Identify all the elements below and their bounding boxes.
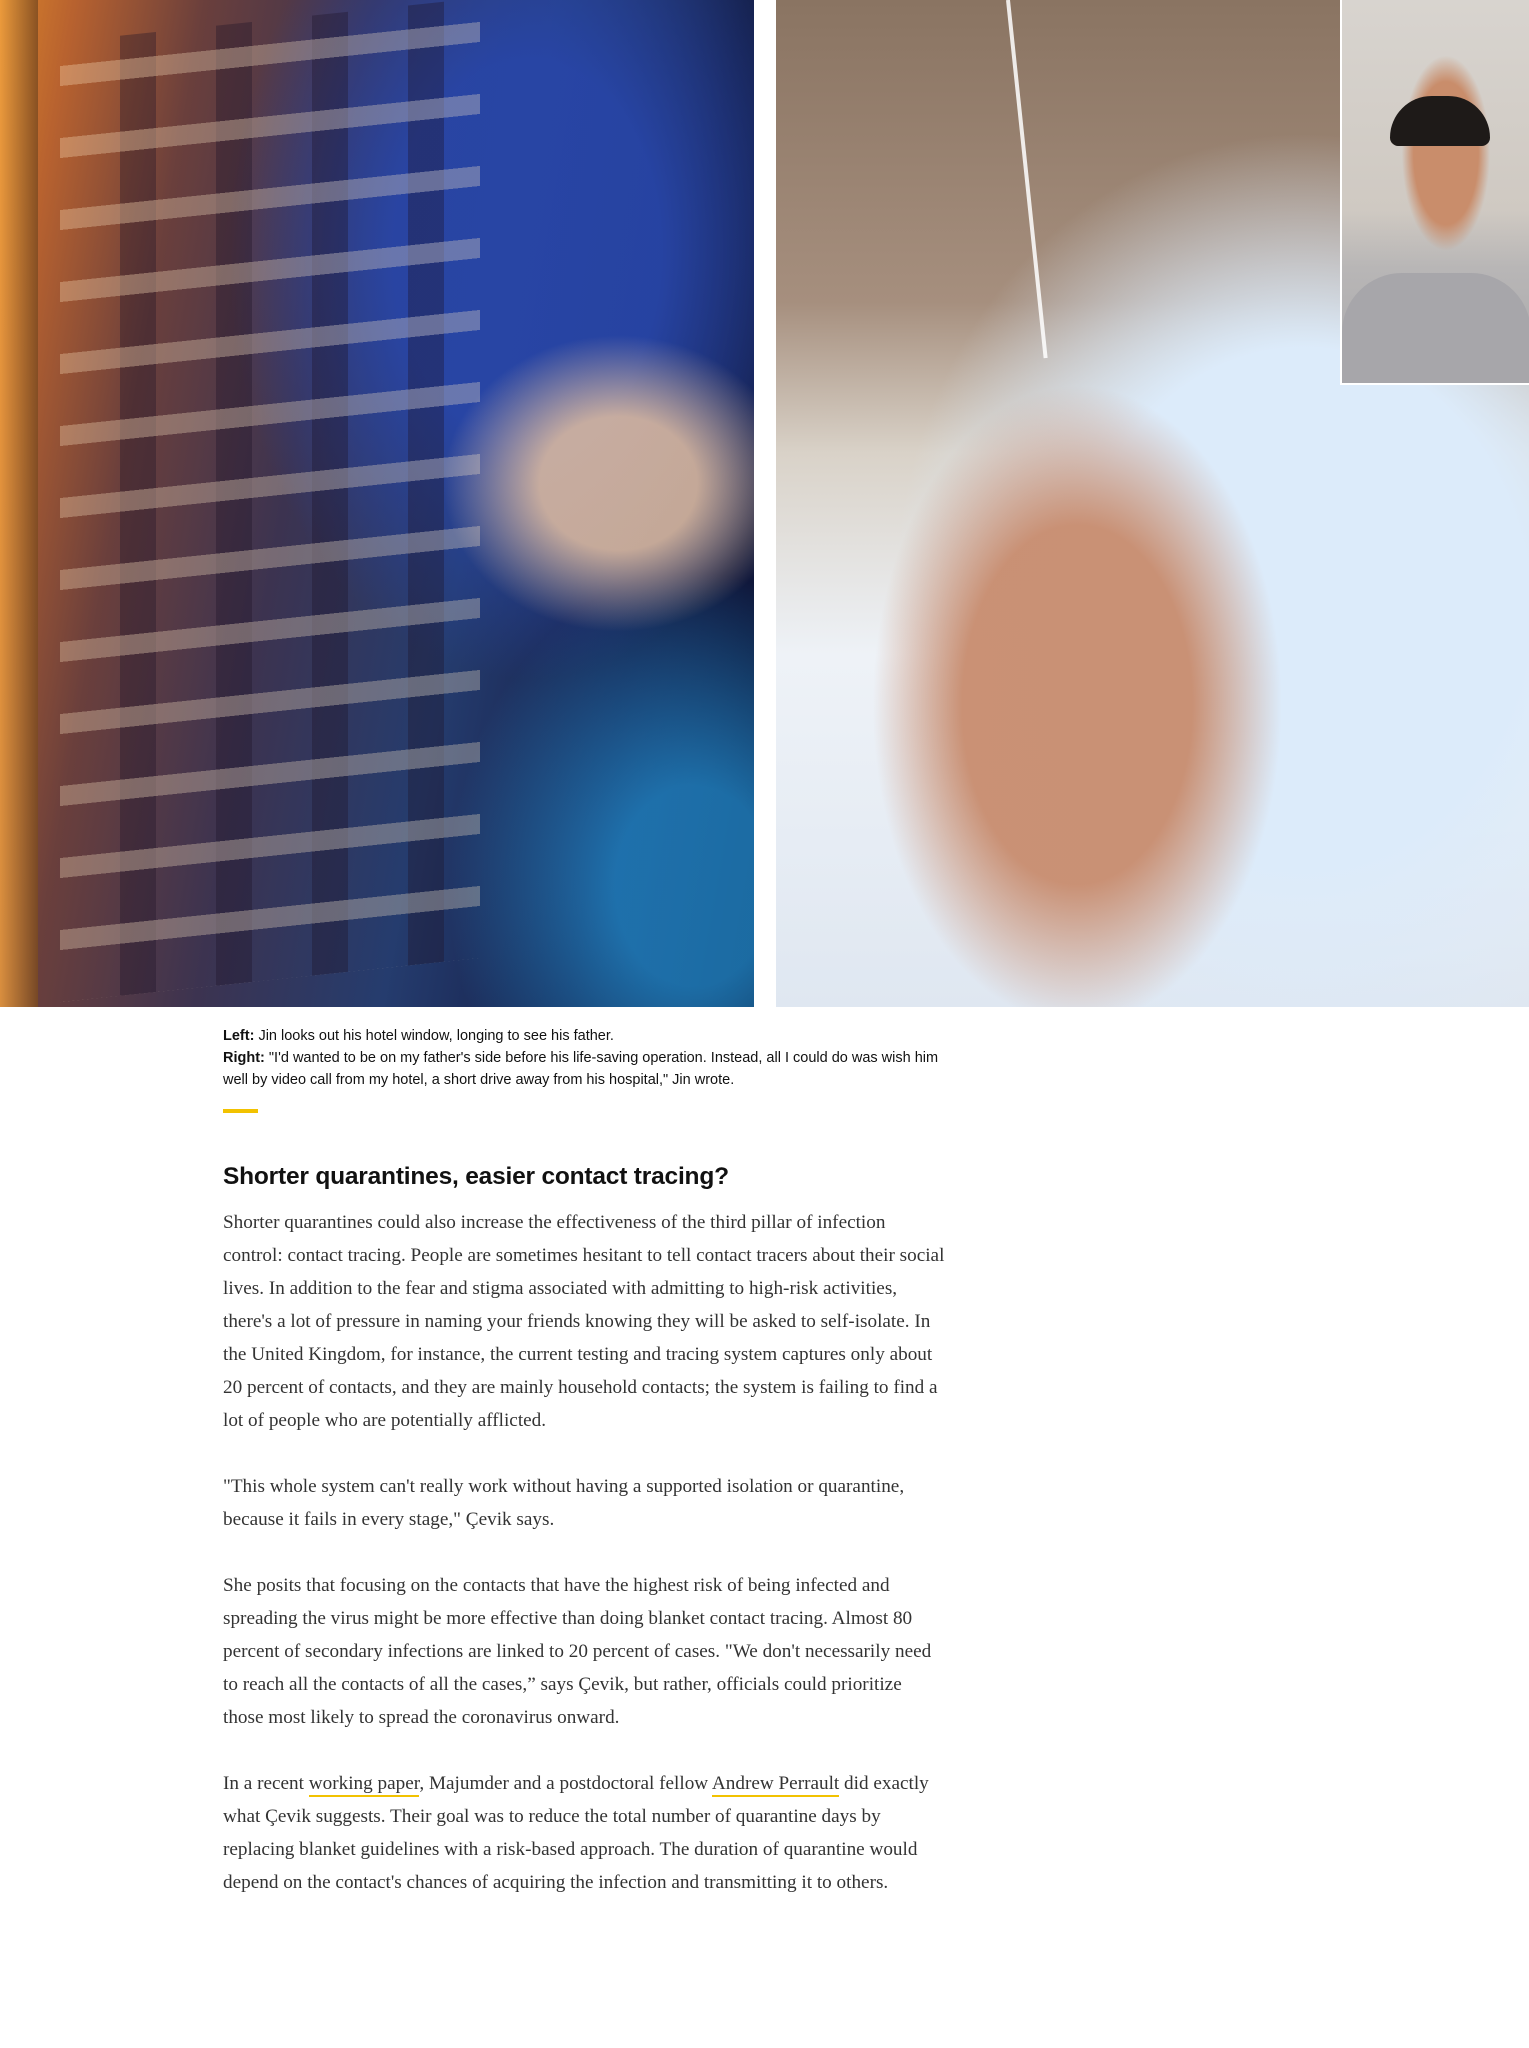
paragraph-4-text-middle: , Majumder and a postdoctoral fellow: [419, 1773, 712, 1794]
caption-right: [223, 1047, 943, 1091]
paragraph-4: [223, 1767, 945, 1899]
building-windows: [60, 0, 480, 1002]
working-paper-link[interactable]: working paper: [309, 1773, 420, 1797]
paragraph-1: Shorter quarantines could also increase the effectiveness of the third pillar of infection control: contact tracing. People are sometimes hesitant to tell contact tracers about their social lives. In addition to the fear and stigma associated with admitting to high-risk activities, there's a lot of pressure in naming your friends knowing they will be asked to self-isolate. In the United Kingdom, for instance, the current testing and tracing system captures only about 20 percent of contacts, and they are mainly household contacts; the system is failing to find a lot of people who are potentially afflicted.: [223, 1212, 945, 1431]
caption-left-text: Jin looks out his hotel window, longing to see his father.: [254, 1028, 614, 1044]
paragraph-4-text-after: did exactly what Çevik suggests. Their goal was to reduce the total number of quarantine days by replacing blanket guidelines with a risk-based approach. The duration of quarantine would depend on the contact's chances of acquiring the infection and transmitting it to others.: [223, 1773, 929, 1893]
caption-left-label: Left:: [223, 1028, 255, 1044]
caption-right-label: Right:: [223, 1050, 265, 1066]
caption-left: [223, 1025, 943, 1047]
hotel-window-photo: [0, 0, 754, 1007]
paragraph-2: "This whole system can't really work without having a supported isolation or quarantine, because it fails in every stage," Çevik says.: [223, 1476, 905, 1530]
paragraph-4-text-before: In a recent: [223, 1773, 309, 1794]
inset-shirt: [1342, 273, 1529, 383]
caption-right-text: "I'd wanted to be on my father's side before his life-saving operation. Instead, all I could do was wish him well by video call from my hotel, a short drive away from his hospital," Jin wrote.: [223, 1050, 939, 1088]
paragraph-3: She posits that focusing on the contacts that have the highest risk of being infected and spreading the virus might be more effective than doing blanket contact tracing. Almost 80 percent of secondary infections are linked to 20 percent of cases. "We don't necessarily need to reach all the contacts of all the cases,” says Çevik, but rather, officials could prioritize those most likely to spread the coronavirus onward.: [223, 1575, 932, 1728]
article-body: [223, 1206, 945, 1932]
video-call-inset: [1340, 0, 1529, 385]
window-frame: [0, 0, 38, 1007]
accent-rule: [223, 1109, 258, 1113]
inset-hair: [1390, 96, 1490, 146]
section-heading: Shorter quarantines, easier contact tracing?: [223, 1163, 729, 1190]
iv-cable: [1006, 0, 1048, 358]
andrew-perrault-link[interactable]: Andrew Perrault: [712, 1773, 839, 1797]
photo-caption: [223, 1025, 943, 1091]
